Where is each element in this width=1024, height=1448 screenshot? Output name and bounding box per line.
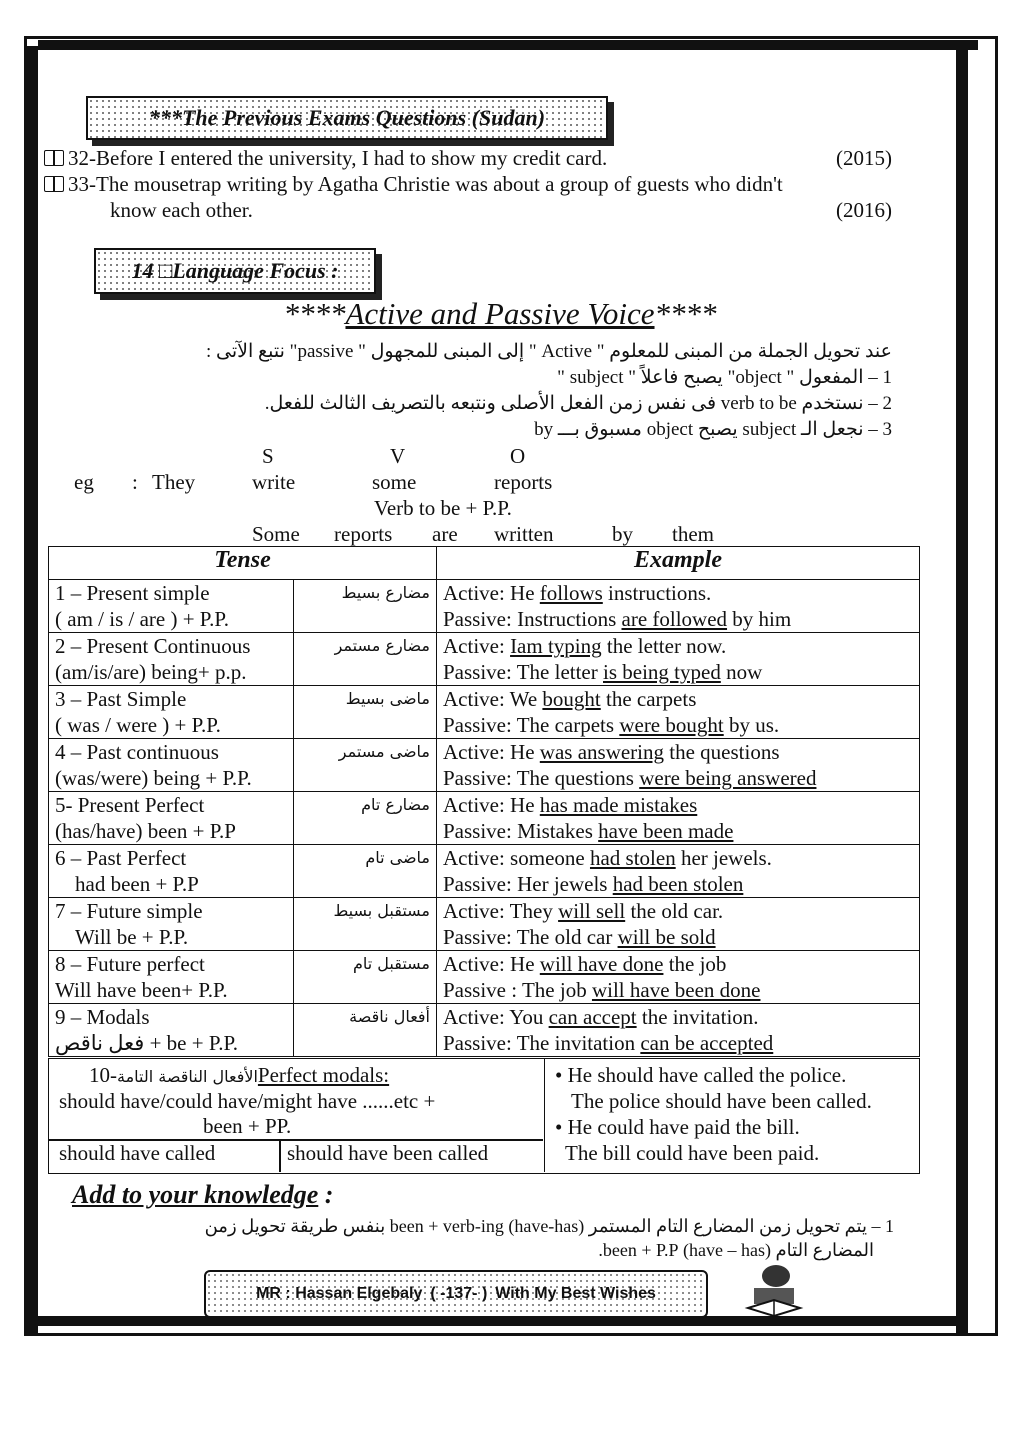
question-32 (44, 146, 607, 170)
passive-pre: Passive: The letter (443, 660, 603, 684)
active-example (443, 633, 913, 659)
eg-colon: : (132, 470, 138, 494)
passive-pre: Passive: The questions (443, 766, 640, 790)
footer-wishes: With My Best Wishes (495, 1285, 656, 1302)
passive-word-5: by (612, 522, 633, 546)
tense-row (49, 845, 920, 898)
active-pre: Active: You (443, 1005, 549, 1029)
active-verb: was answering (539, 740, 665, 764)
reading-person-icon (744, 1262, 804, 1318)
example-cell (437, 633, 920, 686)
modals-line1: should have/could have/might have ......etc + (59, 1089, 436, 1113)
active-example (443, 898, 913, 924)
tense-cell (49, 792, 294, 845)
rule-1: 1 – المفعول " object" يصبح فاعلاً " subject " (557, 367, 892, 388)
tense-formula: (was/were) being + P.P. (55, 766, 252, 790)
active-pre: Active: He (443, 740, 540, 764)
modals-bullet-2: • He could have paid the bill. (555, 1115, 800, 1139)
header-tense: Tense (49, 547, 437, 580)
tense-formula: Will be + P.P. (75, 925, 189, 949)
active-verb: will have done (539, 952, 664, 976)
passive-verb: will be sold (617, 925, 716, 949)
passive-pre: Passive: The invitation (443, 1031, 641, 1055)
passive-verb: are followed (621, 607, 728, 631)
modals-bullet-1b: The police should have been called. (571, 1089, 872, 1113)
passive-example (443, 765, 913, 791)
tense-arabic: مضارع مستمر (294, 633, 437, 686)
passive-pre: Passive: Her jewels (443, 872, 613, 896)
knowledge-colon: : (324, 1180, 334, 1209)
header-example: Example (437, 547, 920, 580)
question-32-text: 32-Before I entered the university, I had to show my credit card. (68, 146, 608, 170)
tense-name: 2 – Present Continuous (55, 634, 251, 658)
tense-cell (49, 686, 294, 739)
knowledge-title-text: Add to your knowledge (72, 1180, 319, 1209)
active-pre: Active: He (443, 952, 540, 976)
tense-name: 9 – Modals (55, 1005, 150, 1029)
example-cell (437, 580, 920, 633)
footer-author: MR : Hassan Elgebaly (256, 1285, 423, 1302)
tense-cell (49, 580, 294, 633)
modals-b1: He should have called the police. (567, 1063, 847, 1087)
active-example (443, 792, 913, 818)
question-33-line1: 33-The mousetrap writing by Agatha Christie was about a group of guests who didn't (68, 172, 783, 196)
frame-left-bar (24, 46, 38, 1336)
active-verb: bought (542, 687, 601, 711)
tense-name: 6 – Past Perfect (55, 846, 187, 870)
tense-formula: ( am / is / are ) + P.P. (55, 607, 229, 631)
passive-word-2: reports (334, 522, 393, 546)
modals-heading (89, 1063, 389, 1089)
frame-top-bar (38, 40, 978, 50)
example-cell (437, 1004, 920, 1057)
tense-row (49, 898, 920, 951)
passive-example (443, 1030, 913, 1056)
active-example (443, 739, 913, 765)
book-icon (44, 150, 64, 166)
passive-verb: were being answered (639, 766, 817, 790)
book-icon (44, 176, 64, 192)
active-verb: follows (539, 581, 603, 605)
footer-box (204, 1270, 708, 1318)
passive-pre: Passive: Instructions (443, 607, 622, 631)
passive-example (443, 924, 913, 950)
eg-word-1: They (152, 470, 196, 494)
active-post: the letter now. (601, 634, 727, 658)
active-example (443, 845, 913, 871)
passive-example (443, 977, 913, 1003)
label-v: V (390, 444, 406, 468)
passive-word-6: them (672, 522, 714, 546)
example-cell (437, 898, 920, 951)
passive-example (443, 818, 913, 844)
tense-arabic: مستقبل تام (294, 951, 437, 1004)
question-33-year: (2016) (836, 198, 892, 222)
passive-example (443, 871, 913, 897)
tense-row (49, 739, 920, 792)
active-post: the carpets (600, 687, 697, 711)
active-verb: can accept (548, 1005, 637, 1029)
exams-banner-text: ***The Previous Exams Questions (Sudan) (148, 105, 546, 130)
tense-cell (49, 739, 294, 792)
active-example (443, 951, 913, 977)
tense-name: 3 – Past Simple (55, 687, 187, 711)
passive-verb: had been stolen (612, 872, 744, 896)
modals-cell-left: should have called (59, 1141, 216, 1165)
example-cell (437, 792, 920, 845)
frame-right-bar (956, 46, 968, 1336)
main-title (0, 296, 1000, 331)
tense-cell (49, 1004, 294, 1057)
language-focus-banner (94, 248, 376, 294)
passive-verb: can be accepted (640, 1031, 774, 1055)
passive-word-4: written (494, 522, 554, 546)
tense-cell (49, 898, 294, 951)
active-verb: will sell (558, 899, 626, 923)
question-33 (44, 172, 783, 196)
tense-arabic: مضارع بسيط (294, 580, 437, 633)
active-post: the questions (664, 740, 780, 764)
title-stars-left: **** (283, 296, 346, 331)
active-example (443, 686, 913, 712)
eg-word-2: write (252, 470, 296, 494)
passive-verb: have been made (598, 819, 734, 843)
tense-formula: (has/have) been + P.P (55, 819, 236, 843)
tense-formula: had been + P.P (75, 872, 199, 896)
active-post: her jewels. (675, 846, 772, 870)
modals-b2: He could have paid the bill. (567, 1115, 800, 1139)
formula: Verb to be + P.P. (374, 496, 512, 520)
example-cell (437, 739, 920, 792)
passive-pre: Passive: Mistakes (443, 819, 599, 843)
example-cell (437, 845, 920, 898)
tense-cell (49, 845, 294, 898)
modals-heading-num: 10- (89, 1063, 117, 1087)
knowledge-title (72, 1180, 333, 1210)
tense-arabic: ماضى بسيط (294, 686, 437, 739)
tense-row (49, 1004, 920, 1057)
eg-label: eg (74, 470, 94, 494)
passive-example (443, 712, 913, 738)
passive-pre: Passive : The job (443, 978, 592, 1002)
active-post: the job (663, 952, 727, 976)
modals-heading-en: Perfect modals: (257, 1063, 390, 1087)
title-text: Active and Passive Voice (345, 296, 655, 331)
modals-heading-ar: الأفعال الناقصة التامة (117, 1067, 258, 1086)
tense-row (49, 580, 920, 633)
passive-post: by him (727, 607, 792, 631)
tense-row (49, 792, 920, 845)
passive-pre: Passive: The carpets (443, 713, 620, 737)
question-33-line2: know each other. (110, 198, 253, 222)
tense-name: 5- Present Perfect (55, 793, 205, 817)
active-example (443, 1004, 913, 1030)
tense-formula: فعل ناقص + be + P.P. (55, 1031, 239, 1055)
eg-word-4: reports (494, 470, 553, 494)
passive-verb: is being typed (603, 660, 721, 684)
active-pre: Active: He (443, 581, 540, 605)
tense-arabic: مضارع تام (294, 792, 437, 845)
modals-split (279, 1139, 281, 1172)
tense-arabic: ماضى تام (294, 845, 437, 898)
tense-row (49, 951, 920, 1004)
active-pre: Active: He (443, 793, 540, 817)
active-post: the invitation. (636, 1005, 759, 1029)
active-example (443, 580, 913, 606)
active-verb: Iam typing (510, 634, 602, 658)
active-verb: had stolen (589, 846, 676, 870)
active-post: the old car. (625, 899, 724, 923)
rules-intro: عند تحويل الجملة من المبنى للمعلوم " Active " إلى المبنى للمجهول " passive" نتبع الآتى : (206, 341, 892, 362)
knowledge-line1: 1 – يتم تحويل زمن المضارع التام المستمر (have-has) been + verb-ing بنفس طريقة تحويل زمن (204, 1216, 894, 1236)
tense-row (49, 686, 920, 739)
active-pre: Active: (443, 634, 511, 658)
tense-arabic: ماضى مستمر (294, 739, 437, 792)
exams-banner (86, 96, 608, 140)
passive-post: by us. (723, 713, 780, 737)
active-verb: has made mistakes (539, 793, 698, 817)
tense-table (48, 546, 920, 1057)
perfect-modals-left (49, 1059, 545, 1172)
rule-3: 3 – نجعل الـ subject يصبح object مسبوق بـــ by (534, 419, 892, 440)
tense-arabic: أفعال ناقصة (294, 1004, 437, 1057)
active-pre: Active: We (443, 687, 543, 711)
tense-formula: Will have been+ P.P. (55, 978, 228, 1002)
modals-line2: been + PP. (203, 1114, 292, 1138)
modals-bullet-2b: The bill could have been paid. (565, 1141, 820, 1165)
passive-verb: will have been done (591, 978, 761, 1002)
language-focus-text: 14 □Language Focus : (131, 258, 339, 283)
title-stars-right: **** (654, 296, 717, 331)
passive-verb: were bought (619, 713, 724, 737)
tense-arabic: مستقبل بسيط (294, 898, 437, 951)
perfect-modals-box (48, 1058, 920, 1174)
passive-word-3: are (432, 522, 458, 546)
label-s: S (262, 444, 274, 468)
rule-2: 2 – نستخدم verb to be فى نفس زمن الفعل الأصلى ونتبعه بالتصريف الثالث للفعل. (264, 393, 892, 414)
tense-formula: (am/is/are) being+ p.p. (55, 660, 247, 684)
modals-cell-right: should have been called (287, 1141, 489, 1165)
passive-example (443, 659, 913, 685)
question-32-year: (2015) (836, 146, 892, 170)
tense-name: 1 – Present simple (55, 581, 210, 605)
passive-example (443, 606, 913, 632)
passive-pre: Passive: The old car (443, 925, 618, 949)
modals-bullet-1: • He should have called the police. (555, 1063, 847, 1087)
tense-formula: ( was / were ) + P.P. (55, 713, 221, 737)
active-pre: Active: someone (443, 846, 590, 870)
active-pre: Active: They (443, 899, 559, 923)
tense-cell (49, 633, 294, 686)
knowledge-line2: المضارع التام (have – has) been + P.P. (598, 1240, 874, 1260)
label-o: O (510, 444, 526, 468)
tense-cell (49, 951, 294, 1004)
tense-row (49, 633, 920, 686)
footer-page-number: ( -137- ) (430, 1285, 488, 1302)
eg-word-3: some (372, 470, 417, 494)
passive-post: now (720, 660, 763, 684)
active-post: instructions. (602, 581, 712, 605)
passive-word-1: Some (252, 522, 300, 546)
tense-name: 8 – Future perfect (55, 952, 205, 976)
tense-name: 4 – Past continuous (55, 740, 219, 764)
example-cell (437, 951, 920, 1004)
example-cell (437, 686, 920, 739)
tense-name: 7 – Future simple (55, 899, 203, 923)
